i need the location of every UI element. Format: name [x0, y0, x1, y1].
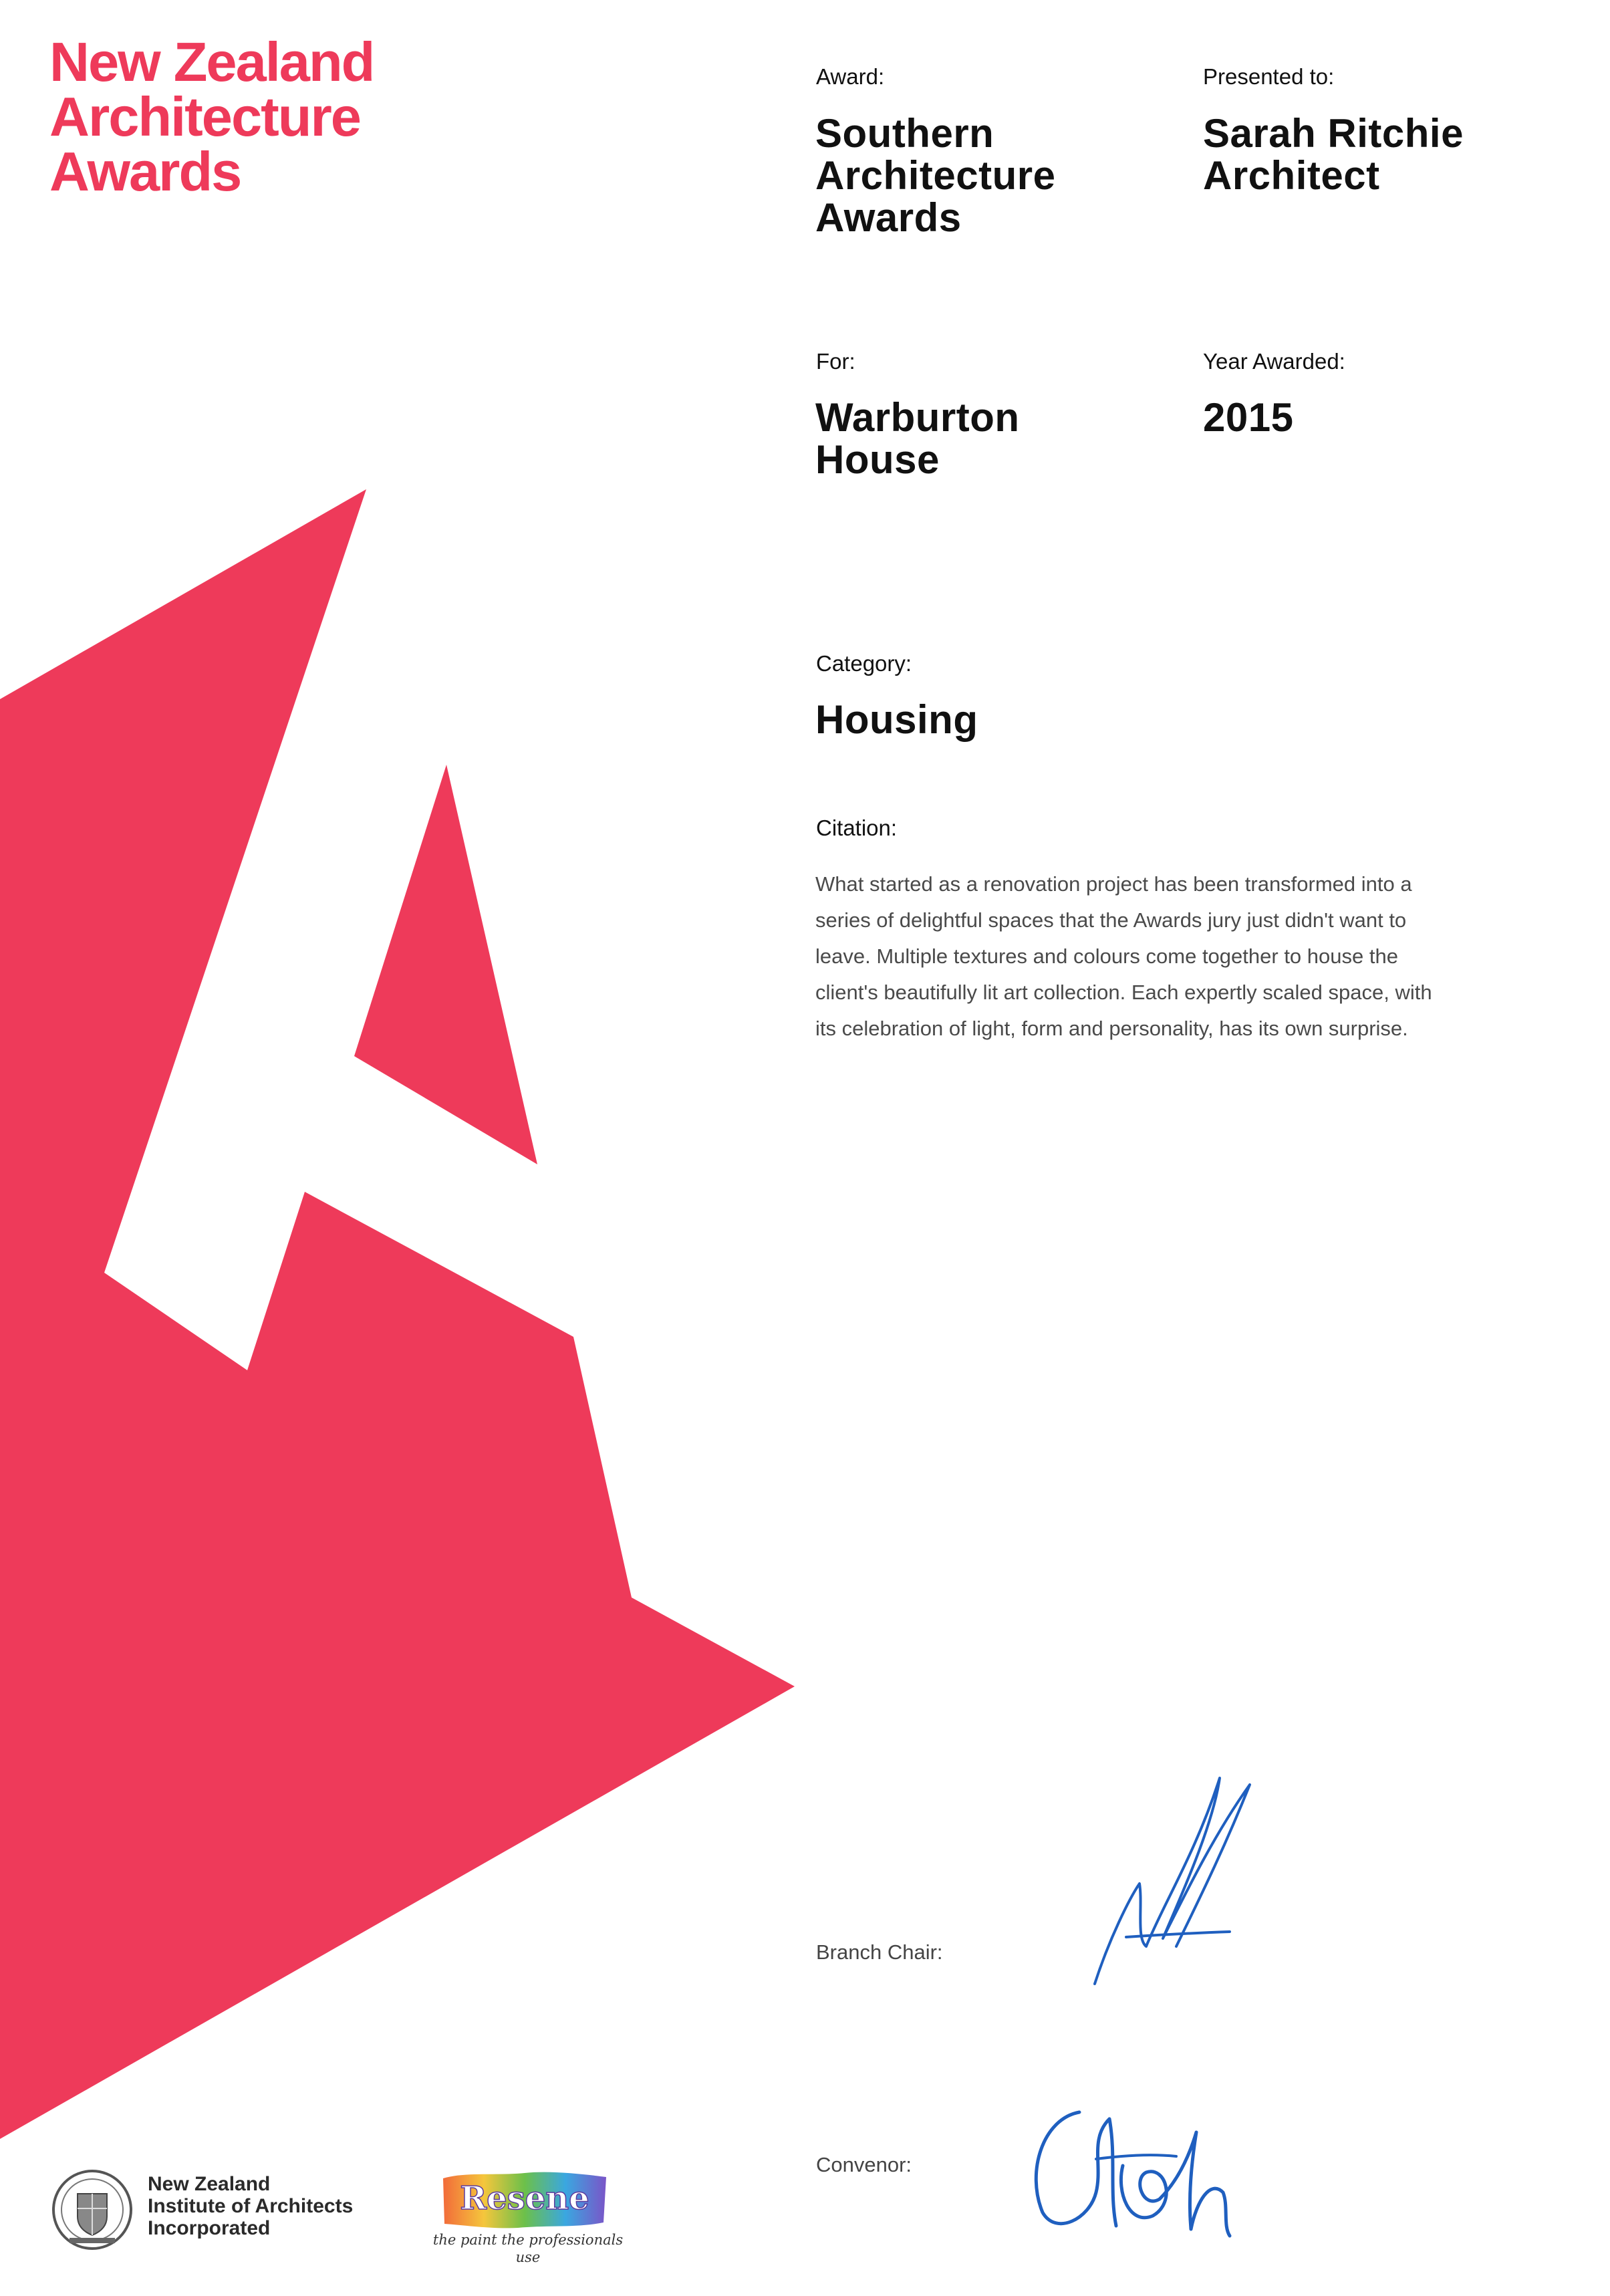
category-value: Housing	[815, 697, 978, 742]
nzia-name-line: New Zealand	[148, 2173, 271, 2195]
nzia-name-line: Institute of Architects	[148, 2195, 354, 2217]
presented-to-value	[1203, 112, 1464, 197]
brand-title-line: Architecture	[49, 86, 360, 148]
award-value	[815, 112, 1055, 239]
nzia-name-line: Incorporated	[148, 2217, 271, 2239]
for-value-line: House	[815, 437, 940, 482]
citation-line: What started as a renovation project has been transformed into a	[815, 872, 1412, 896]
branch-chair-label: Branch Chair:	[816, 1940, 943, 1964]
award-label: Award:	[816, 64, 885, 89]
brand-title-line: Awards	[49, 140, 241, 203]
for-value-line: Warburton	[815, 395, 1020, 440]
branch-chair-signature	[1083, 1771, 1256, 1992]
citation-line: client's beautifully lit art collection. Each expertly scaled space, with	[815, 981, 1432, 1004]
presented-to-label: Presented to:	[1203, 64, 1335, 89]
citation-text	[815, 866, 1524, 1047]
citation-line: its celebration of light, form and personality, has its own surprise.	[815, 1017, 1408, 1040]
resene-tagline: the paint the professionals use	[432, 2232, 624, 2265]
a-shape-counter	[354, 765, 537, 1164]
resene-logo	[438, 2169, 612, 2230]
a-shape-main	[0, 489, 795, 2139]
brand-title-line: New Zealand	[49, 31, 374, 93]
presented-to-value-line: Architect	[1203, 153, 1380, 198]
nzia-name	[148, 2173, 353, 2239]
resene-logo-text: Resene	[460, 2180, 589, 2217]
award-value-line: Awards	[815, 195, 962, 240]
citation-label: Citation:	[816, 815, 898, 840]
presented-to-value-line: Sarah Ritchie	[1203, 111, 1464, 156]
category-label: Category:	[816, 651, 912, 676]
award-value-line: Architecture	[815, 153, 1056, 198]
for-label: For:	[816, 349, 855, 374]
convenor-signature	[1016, 2092, 1236, 2239]
convenor-label: Convenor:	[816, 2153, 912, 2176]
year-awarded-value: 2015	[1203, 395, 1294, 440]
citation-line: leave. Multiple textures and colours come together to house the	[815, 944, 1398, 968]
year-awarded-label: Year Awarded:	[1203, 349, 1345, 374]
for-value	[815, 396, 1020, 481]
citation-line: series of delightful spaces that the Awards jury just didn't want to	[815, 908, 1407, 932]
nzia-crest-icon	[51, 2168, 134, 2251]
award-value-line: Southern	[815, 111, 994, 156]
